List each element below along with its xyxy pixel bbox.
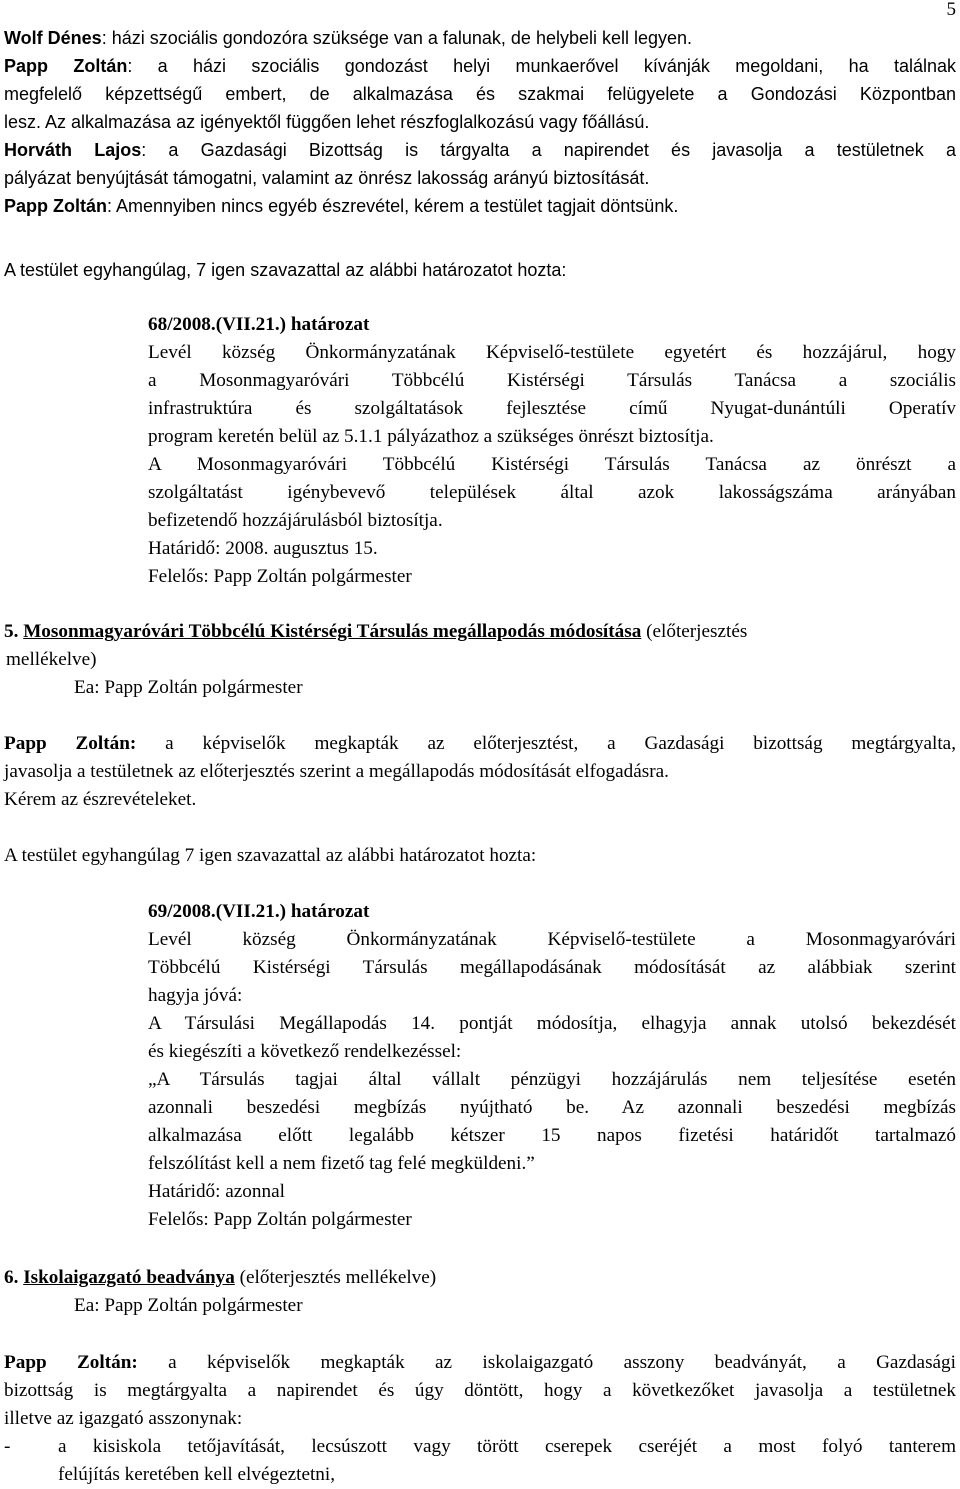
resolution-69-line: és kiegészíti a következő rendelkezéssel: <box>148 1041 462 1062</box>
resolution-69-responsible: Felelős: Papp Zoltán polgármester <box>148 1209 412 1230</box>
resolution-69-deadline: Határidő: azonnal <box>148 1181 285 1202</box>
bullet-dash: - <box>4 1436 11 1457</box>
intro-p2-line3: lesz. Az alkalmazása az igényektől függően lehet részfoglalkozású vagy főállású. <box>4 112 650 132</box>
resolution-68-line: infrastruktúra és szolgáltatások fejlesztése című Nyugat-dunántúli Operatív <box>148 398 956 419</box>
agenda-item-5-heading <box>4 618 956 646</box>
resolution-68-responsible: Felelős: Papp Zoltán polgármester <box>148 566 412 587</box>
bullet-line: felújítás keretében kell elvégeztetni, <box>58 1464 336 1485</box>
speaker-papp-zoltan: Papp Zoltán <box>4 56 128 76</box>
vote-statement-2: A testület egyhangúlag 7 igen szavazattal az alábbi határozatot hozta: <box>4 845 537 866</box>
agenda-item-5-number: 5. <box>4 621 19 642</box>
resolution-68-line: program keretén belül az 5.1.1 pályázathoz a szükséges önrészt biztosítja. <box>148 426 714 447</box>
page-number: 5 <box>946 0 956 20</box>
resolution-69-line: alkalmazása előtt legalább kétszer 15 napos fizetési határidőt tartalmazó <box>148 1125 956 1146</box>
resolution-69-line: „A Társulás tagjai által vállalt pénzügyi hozzájárulás nem teljesítése esetén <box>148 1069 956 1090</box>
discussion-line: Papp Zoltán: a képviselők megkapták az előterjesztést, a Gazdasági bizottság megtárgyalta, <box>4 733 956 754</box>
discussion-line: illetve az igazgató asszonynak: <box>4 1408 243 1429</box>
agenda-item-5-discussion <box>4 730 956 814</box>
bullet-item <box>58 1433 956 1489</box>
agenda-item-6-discussion <box>4 1349 956 1433</box>
resolution-68-line: A Mosonmagyaróvári Többcélú Kistérségi Társulás Tanácsa az önrészt a <box>148 454 956 475</box>
discussion-line: Kérem az észrevételeket. <box>4 789 197 810</box>
speaker-papp-zoltan-2: Papp Zoltán <box>4 196 107 216</box>
speaker-papp-zoltan-3: Papp Zoltán: <box>4 733 137 754</box>
agenda-item-6 <box>4 1264 956 1292</box>
agenda-item-6-heading <box>4 1264 956 1292</box>
agenda-item-5-presenter: Ea: Papp Zoltán polgármester <box>74 677 303 698</box>
resolution-68 <box>148 311 956 591</box>
agenda-item-5 <box>4 618 956 674</box>
resolution-69-line: Többcélú Kistérségi Társulás megállapodásának módosítását az alábbiak szerint <box>148 957 956 978</box>
agenda-item-5-note-cont: mellékelve) <box>6 649 97 670</box>
resolution-69 <box>148 898 956 1234</box>
discussion-line: bizottság is megtárgyalta a napirendet és úgy döntött, hogy a következőket javasolja a testületnek <box>4 1380 956 1401</box>
resolution-68-line: szolgáltatást igénybevevő települések által azok lakosságszáma arányában <box>148 482 956 503</box>
vote-statement-1: A testület egyhangúlag, 7 igen szavazattal az alábbi határozatot hozta: <box>4 260 567 280</box>
agenda-item-6-presenter: Ea: Papp Zoltán polgármester <box>74 1295 303 1316</box>
resolution-69-line: felszólítást kell a nem fizető tag felé megküldeni.” <box>148 1153 535 1174</box>
resolution-69-line: azonnali beszedési megbízás nyújtható be. Az azonnali beszedési megbízás <box>148 1097 956 1118</box>
intro-p1: Wolf Dénes: házi szociális gondozóra szüksége van a falunak, de helybeli kell legyen. <box>4 28 693 48</box>
intro-p2-line1: Papp Zoltán: a házi szociális gondozást helyi munkaerővel kívánják megoldani, ha találnak <box>4 56 957 76</box>
agenda-item-5-note: (előterjesztés <box>641 621 748 642</box>
resolution-68-title: 68/2008.(VII.21.) határozat <box>148 314 370 335</box>
intro-p3-line2: pályázat benyújtását támogatni, valamint az önrész lakosság arányú biztosítását. <box>4 168 650 188</box>
resolution-68-deadline: Határidő: 2008. augusztus 15. <box>148 538 378 559</box>
agenda-item-6-number: 6. <box>4 1267 19 1288</box>
resolution-69-line: A Társulási Megállapodás 14. pontját módosítja, elhagyja annak utolsó bekezdését <box>148 1013 956 1034</box>
speaker-papp-zoltan-4: Papp Zoltán: <box>4 1352 138 1373</box>
agenda-item-6-note: (előterjesztés mellékelve) <box>234 1267 437 1288</box>
intro-section <box>4 24 956 220</box>
discussion-line: javasolja a testületnek az előterjesztés szerint a megállapodás módosítását elfogadásra. <box>4 761 669 782</box>
speaker-wolf-denes: Wolf Dénes <box>4 28 102 48</box>
intro-p4: Papp Zoltán: Amennyiben nincs egyéb észrevétel, kérem a testület tagjait döntsünk. <box>4 196 679 216</box>
bullet-line: a kisiskola tetőjavítását, lecsúszott vagy törött cserepek cseréjét a most folyó tanterem <box>58 1436 956 1457</box>
agenda-item-6-title: Iskolaigazgató beadványa <box>23 1267 235 1288</box>
resolution-69-line: Levél község Önkormányzatának Képviselő-testülete a Mosonmagyaróvári <box>148 929 956 950</box>
intro-p2-line2: megfelelő képzettségű embert, de alkalmazása és szakmai felügyelete a Gondozási Központban <box>4 84 956 104</box>
resolution-68-line: Levél község Önkormányzatának Képviselő-testülete egyetért és hozzájárul, hogy <box>148 342 956 363</box>
intro-p3-line1: Horváth Lajos: a Gazdasági Bizottság is tárgyalta a napirendet és javasolja a testületnek a <box>4 140 956 160</box>
resolution-68-line: a Mosonmagyaróvári Többcélú Kistérségi Társulás Tanácsa a szociális <box>148 370 956 391</box>
discussion-line: Papp Zoltán: a képviselők megkapták az iskolaigazgató asszony beadványát, a Gazdasági <box>4 1352 956 1373</box>
resolution-69-title: 69/2008.(VII.21.) határozat <box>148 901 370 922</box>
resolution-69-line: hagyja jóvá: <box>148 985 243 1006</box>
speaker-horvath-lajos: Horváth Lajos <box>4 140 142 160</box>
agenda-item-5-title: Mosonmagyaróvári Többcélú Kistérségi Társulás megállapodás módosítása <box>23 621 642 642</box>
resolution-68-line: befizetendő hozzájárulásból biztosítja. <box>148 510 443 531</box>
